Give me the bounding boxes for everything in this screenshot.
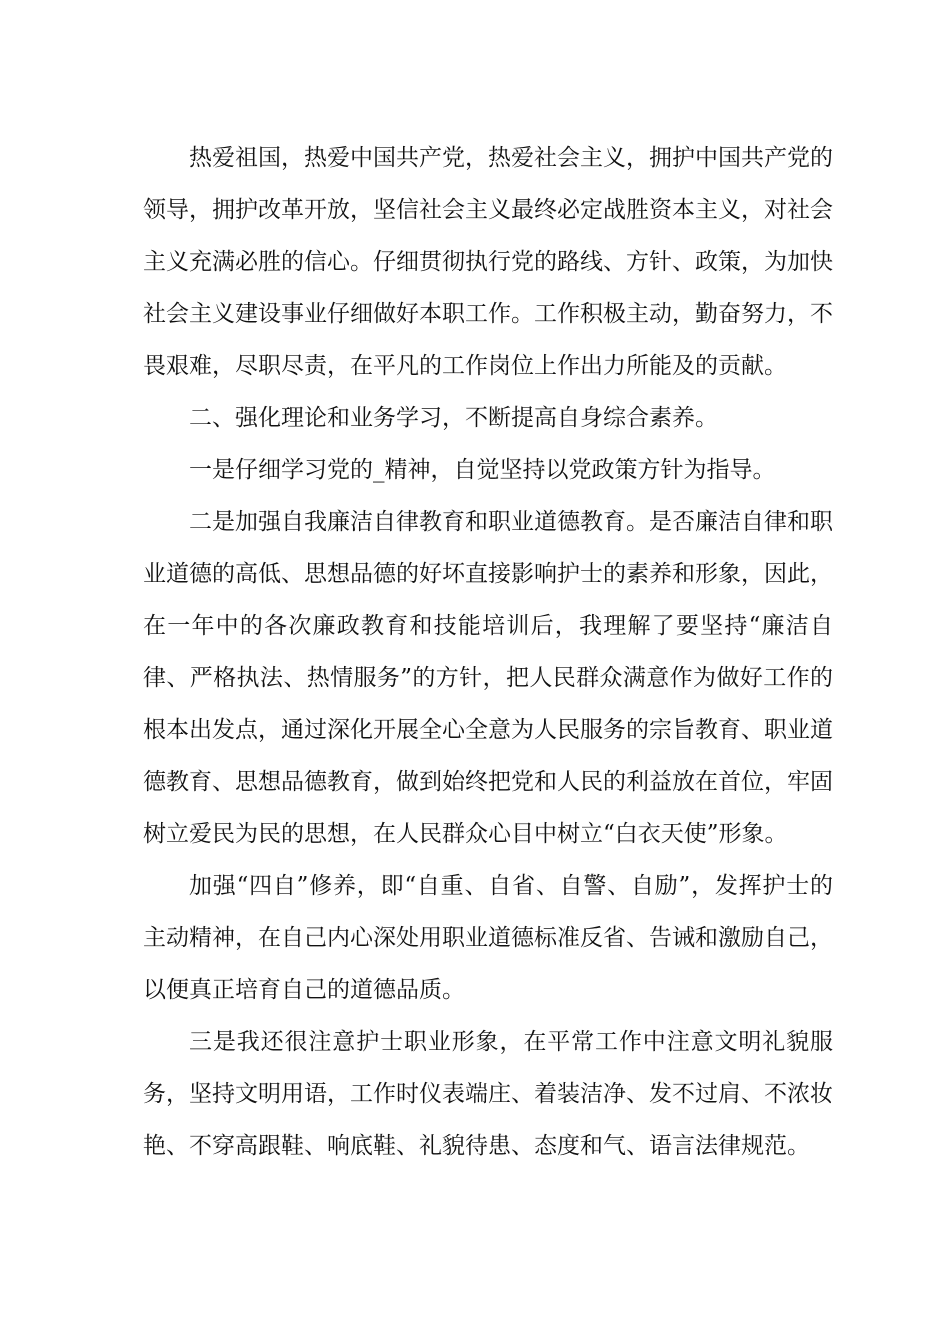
paragraph-point-one: 一是仔细学习党的_精神，自觉坚持以党政策方针为指导。 — [189, 457, 776, 483]
paragraph-patriotism: 热爱祖国，热爱中国共产党，热爱社会主义，拥护中国共产党的领导，拥护改革开放，坚信社会主义最终必定战胜资本主义，对社会主义充满必胜的信心。仔细贯彻执行党的路线、方针、政策，为加快社会主义建设事业仔细做好本职工作。工作积极主动，勤奋努力，不畏艰难，尽职尽责，在平凡的工作岗位上作出力所能及的贡献。 — [143, 145, 833, 379]
paragraph-point-three: 三是我还很注意护士职业形象，在平常工作中注意文明礼貌服务，坚持文明用语，工作时仪表端庄、着装洁净、发不过肩、不浓妆艳、不穿高跟鞋、响底鞋、礼貌待患、态度和气、语言法律规范。 — [143, 1029, 833, 1159]
paragraph-point-two: 二是加强自我廉洁自律教育和职业道德教育。是否廉洁自律和职业道德的高低、思想品德的好坏直接影响护士的素养和形象，因此，在一年中的各次廉政教育和技能培训后，我理解了要坚持“廉洁自律、严格执法、热情服务”的方针，把人民群众满意作为做好工作的根本出发点，通过深化开展全心全意为人民服务的宗旨教育、职业道德教育、思想品德教育，做到始终把党和人民的利益放在首位，牢固树立爱民为民的思想，在人民群众心目中树立“白衣天使”形象。 — [143, 509, 833, 847]
paragraph-section-two-heading: 二、强化理论和业务学习，不断提高自身综合素养。 — [189, 405, 718, 431]
document-body — [143, 132, 833, 1172]
paragraph-four-self: 加强“四自”修养，即“自重、自省、自警、自励”，发挥护士的主动精神，在自己内心深处用职业道德标准反省、告诫和激励自己，以便真正培育自己的道德品质。 — [143, 873, 833, 1003]
